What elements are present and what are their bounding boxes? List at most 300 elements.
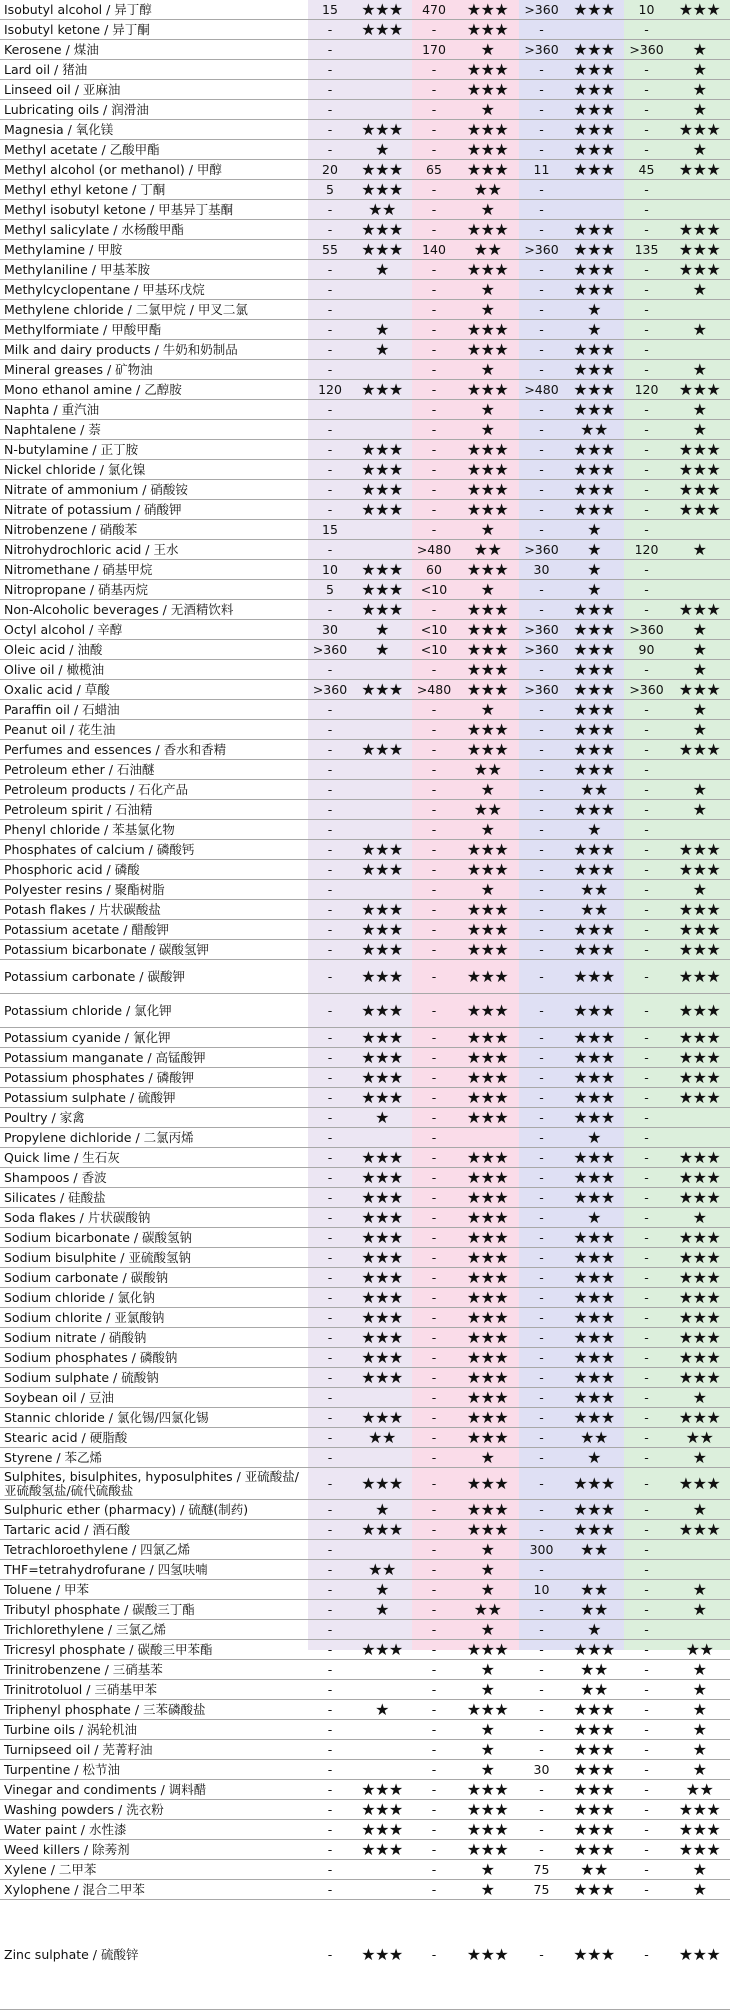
glove-3-rating: ★ (564, 520, 624, 540)
glove-3-rating: ★★★ (564, 1388, 624, 1408)
glove-4-rating: ★★★ (669, 220, 730, 240)
glove-3-rating: ★★★ (564, 1068, 624, 1088)
glove-2-breakthrough: - (412, 1328, 456, 1348)
glove-4-breakthrough: - (624, 1088, 669, 1108)
glove-2-rating: ★ (456, 1540, 519, 1560)
glove-1-rating: ★ (352, 1108, 412, 1128)
glove-4-rating: ★★ (669, 1780, 730, 1800)
chemical-name: Vinegar and condiments / 调料醋 (0, 1780, 308, 1800)
glove-4-breakthrough: - (624, 520, 669, 540)
table-row (0, 1048, 730, 1068)
glove-4-rating: ★★★ (669, 840, 730, 860)
glove-3-breakthrough: - (519, 960, 564, 994)
chemical-name: Trinitrotoluol / 三硝基甲苯 (0, 1680, 308, 1700)
glove-2-breakthrough: - (412, 20, 456, 40)
glove-2-rating: ★ (456, 1760, 519, 1780)
glove-3-breakthrough: - (519, 1088, 564, 1108)
glove-2-rating: ★★★ (456, 600, 519, 620)
glove-4-breakthrough: - (624, 860, 669, 880)
glove-2-breakthrough: - (412, 100, 456, 120)
glove-1-breakthrough: - (308, 1760, 352, 1780)
glove-3-rating: ★★★ (564, 1268, 624, 1288)
glove-4-breakthrough: - (624, 1388, 669, 1408)
glove-4-breakthrough: - (624, 840, 669, 860)
glove-1-rating: ★★★ (352, 1068, 412, 1088)
table-row (0, 140, 730, 160)
glove-4-breakthrough: - (624, 1308, 669, 1328)
table-row (0, 1880, 730, 1900)
glove-4-rating (669, 1108, 730, 1128)
glove-2-breakthrough: - (412, 120, 456, 140)
glove-2-breakthrough: - (412, 1368, 456, 1388)
glove-4-rating: ★★★ (669, 994, 730, 1028)
glove-4-rating: ★ (669, 1660, 730, 1680)
table-row (0, 860, 730, 880)
glove-1-rating (352, 1128, 412, 1148)
glove-4-rating: ★★★ (669, 1268, 730, 1288)
glove-4-breakthrough: - (624, 140, 669, 160)
glove-3-breakthrough: - (519, 180, 564, 200)
glove-4-rating: ★ (669, 1448, 730, 1468)
glove-4-breakthrough: - (624, 400, 669, 420)
glove-3-rating: ★★ (564, 420, 624, 440)
glove-3-rating: ★ (564, 1448, 624, 1468)
glove-4-breakthrough: - (624, 1580, 669, 1600)
chemical-name: Olive oil / 橄榄油 (0, 660, 308, 680)
glove-4-rating: ★★★ (669, 240, 730, 260)
glove-2-rating: ★★★ (456, 440, 519, 460)
glove-2-breakthrough: - (412, 800, 456, 820)
glove-2-rating: ★★★ (456, 1248, 519, 1268)
glove-4-breakthrough: - (624, 780, 669, 800)
glove-3-breakthrough: - (519, 1208, 564, 1228)
glove-2-rating: ★ (456, 280, 519, 300)
glove-3-breakthrough: - (519, 1308, 564, 1328)
glove-1-breakthrough: - (308, 820, 352, 840)
glove-1-breakthrough: - (308, 1860, 352, 1880)
glove-4-breakthrough: - (624, 260, 669, 280)
glove-3-rating: ★★ (564, 1680, 624, 1700)
chemical-name: Sodium bicarbonate / 碳酸氢钠 (0, 1228, 308, 1248)
glove-1-breakthrough: - (308, 900, 352, 920)
glove-4-rating: ★ (669, 1860, 730, 1880)
table-row (0, 240, 730, 260)
glove-2-breakthrough: - (412, 60, 456, 80)
glove-4-breakthrough: - (624, 1348, 669, 1368)
glove-2-rating: ★ (456, 1660, 519, 1680)
glove-2-breakthrough: - (412, 900, 456, 920)
glove-2-rating: ★★★ (456, 620, 519, 640)
glove-2-rating: ★★★ (456, 20, 519, 40)
glove-4-breakthrough: - (624, 1820, 669, 1840)
glove-2-rating: ★★★ (456, 140, 519, 160)
glove-2-rating: ★★★ (456, 0, 519, 20)
glove-4-rating (669, 300, 730, 320)
glove-1-rating: ★ (352, 1600, 412, 1620)
glove-3-rating: ★★★ (564, 1408, 624, 1428)
glove-4-breakthrough: - (624, 1288, 669, 1308)
glove-2-breakthrough: >480 (412, 680, 456, 700)
glove-4-breakthrough: - (624, 1048, 669, 1068)
glove-2-breakthrough: <10 (412, 640, 456, 660)
table-row (0, 320, 730, 340)
glove-3-breakthrough: - (519, 260, 564, 280)
glove-3-rating: ★ (564, 300, 624, 320)
glove-1-rating (352, 1760, 412, 1780)
chemical-name: Perfumes and essences / 香水和香精 (0, 740, 308, 760)
glove-3-breakthrough: - (519, 1148, 564, 1168)
chemical-name: Oleic acid / 油酸 (0, 640, 308, 660)
glove-2-breakthrough: - (412, 1228, 456, 1248)
glove-1-rating: ★★★ (352, 580, 412, 600)
glove-2-breakthrough: - (412, 1600, 456, 1620)
table-row (0, 0, 730, 20)
glove-3-breakthrough: - (519, 280, 564, 300)
glove-2-breakthrough: - (412, 360, 456, 380)
chemical-name: Styrene / 苯乙烯 (0, 1448, 308, 1468)
table-row (0, 1500, 730, 1520)
glove-1-rating: ★★★ (352, 1188, 412, 1208)
glove-4-breakthrough: - (624, 1780, 669, 1800)
glove-4-breakthrough: - (624, 720, 669, 740)
glove-3-breakthrough: - (519, 20, 564, 40)
glove-4-rating: ★ (669, 1760, 730, 1780)
glove-2-rating: ★ (456, 1680, 519, 1700)
table-row (0, 880, 730, 900)
glove-4-breakthrough: - (624, 300, 669, 320)
glove-3-breakthrough: - (519, 700, 564, 720)
glove-3-breakthrough: - (519, 1068, 564, 1088)
chemical-name: Potassium sulphate / 硫酸钾 (0, 1088, 308, 1108)
glove-2-rating: ★★★ (456, 1328, 519, 1348)
glove-3-breakthrough: - (519, 1048, 564, 1068)
chemical-name: Sodium carbonate / 碳酸钠 (0, 1268, 308, 1288)
chemical-name: Phosphoric acid / 磷酸 (0, 860, 308, 880)
chemical-name: Nickel chloride / 氯化镍 (0, 460, 308, 480)
glove-3-breakthrough: 30 (519, 1760, 564, 1780)
chemical-name: Petroleum spirit / 石油精 (0, 800, 308, 820)
glove-4-rating: ★★★ (669, 940, 730, 960)
glove-3-breakthrough: 300 (519, 1540, 564, 1560)
glove-3-breakthrough: >480 (519, 380, 564, 400)
glove-4-rating: ★ (669, 1680, 730, 1700)
glove-3-breakthrough: - (519, 760, 564, 780)
glove-2-rating: ★★★ (456, 1088, 519, 1108)
glove-2-breakthrough: - (412, 1108, 456, 1128)
chemical-name: Mineral greases / 矿物油 (0, 360, 308, 380)
glove-1-rating (352, 1540, 412, 1560)
glove-3-rating: ★★★ (564, 1640, 624, 1660)
glove-4-breakthrough: - (624, 880, 669, 900)
glove-1-rating (352, 1740, 412, 1760)
glove-3-rating: ★★★ (564, 0, 624, 20)
glove-3-rating: ★★★ (564, 280, 624, 300)
glove-2-rating: ★★★ (456, 1108, 519, 1128)
glove-4-rating: ★★★ (669, 1840, 730, 1860)
glove-2-breakthrough: 470 (412, 0, 456, 20)
glove-3-breakthrough: - (519, 1900, 564, 2010)
table-row (0, 700, 730, 720)
glove-3-breakthrough: - (519, 660, 564, 680)
glove-4-rating: ★ (669, 720, 730, 740)
glove-3-rating: ★★★ (564, 600, 624, 620)
glove-2-rating: ★★★ (456, 994, 519, 1028)
glove-2-rating: ★ (456, 520, 519, 540)
glove-4-breakthrough: - (624, 460, 669, 480)
glove-2-breakthrough: - (412, 1168, 456, 1188)
table-row (0, 1108, 730, 1128)
glove-4-rating: ★★ (669, 1428, 730, 1448)
chemical-name: Octyl alcohol / 辛醇 (0, 620, 308, 640)
glove-4-rating: ★★★ (669, 1148, 730, 1168)
glove-2-rating: ★★★ (456, 1500, 519, 1520)
glove-4-breakthrough: - (624, 1840, 669, 1860)
glove-3-breakthrough: - (519, 860, 564, 880)
glove-3-breakthrough: >360 (519, 40, 564, 60)
glove-2-rating: ★ (456, 400, 519, 420)
glove-1-breakthrough: - (308, 1780, 352, 1800)
glove-2-breakthrough: - (412, 460, 456, 480)
chemical-name: Sodium chlorite / 亚氯酸钠 (0, 1308, 308, 1328)
glove-4-rating: ★ (669, 1388, 730, 1408)
glove-2-rating: ★★★ (456, 1228, 519, 1248)
glove-1-breakthrough: - (308, 860, 352, 880)
glove-2-rating: ★★ (456, 240, 519, 260)
glove-1-breakthrough: - (308, 1700, 352, 1720)
glove-1-rating (352, 540, 412, 560)
glove-2-rating: ★★★ (456, 500, 519, 520)
table-row (0, 1700, 730, 1720)
glove-2-breakthrough: - (412, 200, 456, 220)
glove-4-rating: ★ (669, 780, 730, 800)
chemical-name: Petroleum ether / 石油醚 (0, 760, 308, 780)
glove-3-rating: ★★★ (564, 720, 624, 740)
glove-4-rating: ★★★ (669, 1820, 730, 1840)
glove-3-rating (564, 200, 624, 220)
glove-1-rating: ★★★ (352, 1820, 412, 1840)
chemical-name: Methyl alcohol (or methanol) / 甲醇 (0, 160, 308, 180)
glove-3-rating: ★★★ (564, 1520, 624, 1540)
glove-2-rating: ★ (456, 820, 519, 840)
glove-1-breakthrough: - (308, 480, 352, 500)
glove-2-breakthrough: - (412, 700, 456, 720)
glove-4-rating: ★ (669, 1700, 730, 1720)
glove-2-breakthrough: - (412, 1880, 456, 1900)
glove-2-breakthrough: - (412, 1428, 456, 1448)
glove-1-breakthrough: - (308, 220, 352, 240)
glove-4-breakthrough: - (624, 1500, 669, 1520)
glove-1-breakthrough: 120 (308, 380, 352, 400)
glove-2-breakthrough: - (412, 1408, 456, 1428)
glove-3-rating: ★★★ (564, 1840, 624, 1860)
glove-1-breakthrough: - (308, 1900, 352, 2010)
glove-2-rating: ★★★ (456, 1428, 519, 1448)
table-row (0, 820, 730, 840)
glove-1-rating: ★★★ (352, 920, 412, 940)
glove-4-breakthrough: - (624, 940, 669, 960)
glove-4-rating: ★★★ (669, 260, 730, 280)
table-row (0, 1228, 730, 1248)
glove-3-rating: ★★★ (564, 960, 624, 994)
glove-2-rating: ★★★ (456, 940, 519, 960)
glove-4-rating: ★★★ (669, 1168, 730, 1188)
glove-3-rating: ★★★ (564, 1108, 624, 1128)
glove-2-rating: ★ (456, 780, 519, 800)
glove-2-rating: ★★★ (456, 1368, 519, 1388)
glove-1-breakthrough: - (308, 60, 352, 80)
glove-1-breakthrough: - (308, 540, 352, 560)
glove-4-breakthrough: 90 (624, 640, 669, 660)
glove-2-breakthrough: - (412, 1820, 456, 1840)
glove-3-rating: ★★★ (564, 994, 624, 1028)
glove-3-breakthrough: - (519, 820, 564, 840)
table-row (0, 220, 730, 240)
glove-1-rating (352, 1860, 412, 1880)
glove-3-breakthrough: - (519, 1028, 564, 1048)
glove-2-breakthrough: - (412, 1520, 456, 1540)
glove-3-rating: ★★ (564, 1600, 624, 1620)
table-row (0, 1028, 730, 1048)
chemical-name: Methylamine / 甲胺 (0, 240, 308, 260)
glove-3-breakthrough: >360 (519, 620, 564, 640)
chemical-name: Turnipseed oil / 芜菁籽油 (0, 1740, 308, 1760)
glove-2-rating: ★★ (456, 1600, 519, 1620)
glove-3-rating: ★★★ (564, 1028, 624, 1048)
glove-4-rating (669, 820, 730, 840)
glove-4-breakthrough: - (624, 480, 669, 500)
glove-4-breakthrough: - (624, 700, 669, 720)
glove-3-rating: ★★★ (564, 1740, 624, 1760)
glove-4-rating: ★ (669, 1600, 730, 1620)
glove-2-breakthrough: <10 (412, 580, 456, 600)
glove-3-rating: ★ (564, 580, 624, 600)
table-row (0, 1860, 730, 1880)
glove-3-breakthrough: - (519, 420, 564, 440)
glove-2-breakthrough: - (412, 880, 456, 900)
glove-2-rating: ★★★ (456, 80, 519, 100)
glove-2-breakthrough: - (412, 1348, 456, 1368)
table-row (0, 920, 730, 940)
glove-1-breakthrough: - (308, 120, 352, 140)
glove-1-breakthrough: - (308, 840, 352, 860)
glove-2-rating: ★★★ (456, 1700, 519, 1720)
glove-3-breakthrough: - (519, 1620, 564, 1640)
glove-1-rating (352, 760, 412, 780)
glove-3-breakthrough: - (519, 1368, 564, 1388)
glove-1-rating: ★★★ (352, 1048, 412, 1068)
table-row (0, 780, 730, 800)
glove-1-rating (352, 1680, 412, 1700)
glove-2-rating: ★★★ (456, 320, 519, 340)
glove-3-breakthrough: 75 (519, 1860, 564, 1880)
glove-1-breakthrough: - (308, 1820, 352, 1840)
glove-3-breakthrough: - (519, 320, 564, 340)
glove-1-breakthrough: - (308, 700, 352, 720)
glove-4-breakthrough: - (624, 1740, 669, 1760)
chemical-name: Xylophene / 混合二甲苯 (0, 1880, 308, 1900)
chemical-name: Polyester resins / 聚酯树脂 (0, 880, 308, 900)
glove-3-breakthrough: - (519, 1468, 564, 1500)
glove-2-breakthrough: - (412, 780, 456, 800)
glove-4-breakthrough: - (624, 1268, 669, 1288)
glove-1-rating: ★★★ (352, 994, 412, 1028)
glove-2-breakthrough: - (412, 740, 456, 760)
glove-4-breakthrough: - (624, 740, 669, 760)
glove-1-rating: ★★★ (352, 460, 412, 480)
glove-1-rating: ★★ (352, 1560, 412, 1580)
chemical-name: Methylcyclopentane / 甲基环戊烷 (0, 280, 308, 300)
table-row (0, 960, 730, 994)
glove-1-rating: ★★★ (352, 560, 412, 580)
table-row (0, 200, 730, 220)
glove-3-breakthrough: - (519, 740, 564, 760)
glove-2-rating: ★ (456, 580, 519, 600)
glove-4-rating: ★★★ (669, 440, 730, 460)
glove-3-rating: ★★★ (564, 940, 624, 960)
table-row (0, 1540, 730, 1560)
glove-1-breakthrough: - (308, 1148, 352, 1168)
glove-4-breakthrough: - (624, 1168, 669, 1188)
chemical-name: Stannic chloride / 氯化锡/四氯化锡 (0, 1408, 308, 1428)
chemical-name: Trichlorethylene / 三氯乙烯 (0, 1620, 308, 1640)
glove-4-breakthrough: - (624, 1680, 669, 1700)
glove-2-rating: ★ (456, 1620, 519, 1640)
glove-1-breakthrough: 20 (308, 160, 352, 180)
glove-1-breakthrough: - (308, 460, 352, 480)
glove-4-rating: ★★★ (669, 680, 730, 700)
glove-4-breakthrough: - (624, 220, 669, 240)
table-row (0, 1680, 730, 1700)
glove-4-breakthrough: >360 (624, 620, 669, 640)
glove-1-breakthrough: - (308, 720, 352, 740)
glove-2-breakthrough: - (412, 1580, 456, 1600)
glove-1-rating: ★★★ (352, 1348, 412, 1368)
glove-1-rating (352, 880, 412, 900)
table-row (0, 1208, 730, 1228)
table-row (0, 340, 730, 360)
glove-2-rating: ★★★ (456, 60, 519, 80)
glove-4-breakthrough: - (624, 200, 669, 220)
glove-1-rating: ★★★ (352, 1328, 412, 1348)
glove-3-rating: ★★★ (564, 40, 624, 60)
glove-2-breakthrough: - (412, 1840, 456, 1860)
chemical-name: Potassium acetate / 醋酸钾 (0, 920, 308, 940)
glove-3-rating: ★★★ (564, 1900, 624, 2010)
glove-2-breakthrough: - (412, 180, 456, 200)
glove-4-rating: ★★★ (669, 1068, 730, 1088)
glove-1-breakthrough: 5 (308, 180, 352, 200)
glove-3-rating: ★★★ (564, 1760, 624, 1780)
glove-1-rating: ★★★ (352, 1148, 412, 1168)
table-row (0, 1448, 730, 1468)
glove-3-breakthrough: - (519, 1288, 564, 1308)
glove-4-breakthrough: - (624, 560, 669, 580)
glove-1-rating: ★ (352, 320, 412, 340)
table-row (0, 1128, 730, 1148)
table-row (0, 120, 730, 140)
table-row (0, 1800, 730, 1820)
glove-1-rating: ★★★ (352, 380, 412, 400)
chemical-name: Magnesia / 氧化镁 (0, 120, 308, 140)
glove-3-breakthrough: - (519, 800, 564, 820)
table-row (0, 680, 730, 700)
table-row (0, 480, 730, 500)
chemical-name: Potassium chloride / 氯化钾 (0, 994, 308, 1028)
glove-1-rating: ★★★ (352, 1640, 412, 1660)
glove-4-rating: ★★★ (669, 1188, 730, 1208)
glove-1-rating: ★★★ (352, 940, 412, 960)
chemical-name: Potash flakes / 片状碳酸盐 (0, 900, 308, 920)
